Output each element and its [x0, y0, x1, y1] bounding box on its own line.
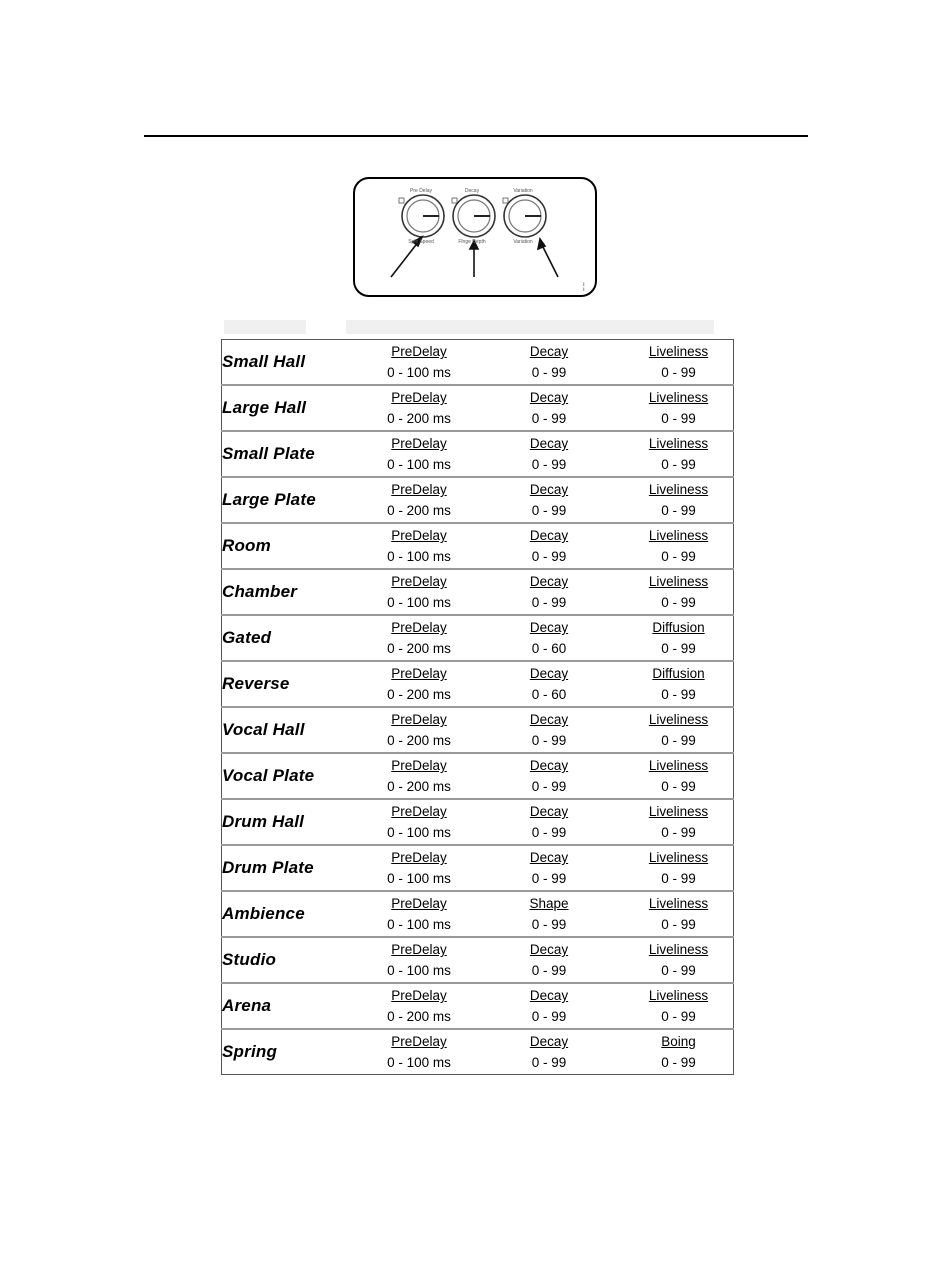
table-row — [222, 477, 734, 523]
parameter-cell — [624, 523, 734, 569]
parameter-range: 0 - 99 — [661, 457, 696, 472]
parameter-cell — [624, 753, 734, 799]
parameter-range: 0 - 99 — [661, 871, 696, 886]
parameter-range: 0 - 99 — [531, 1009, 567, 1024]
parameter-name: PreDelay — [391, 528, 447, 543]
algorithm-name: Large Hall — [222, 385, 365, 431]
parameter-name: Decay — [529, 436, 569, 451]
knob-bottom-label: Flnge Depth — [458, 239, 486, 245]
algorithm-name: Spring — [222, 1029, 365, 1075]
parameter-cell — [624, 431, 734, 477]
parameter-cell — [624, 661, 734, 707]
parameter-range: 0 - 100 ms — [387, 549, 451, 564]
parameter-cell — [624, 477, 734, 523]
table-row — [222, 431, 734, 477]
table-row — [222, 661, 734, 707]
parameter-cell — [624, 1029, 734, 1075]
parameter-cell — [624, 799, 734, 845]
parameter-name: PreDelay — [391, 620, 447, 635]
parameter-range: 0 - 99 — [661, 779, 696, 794]
parameter-range: 0 - 99 — [531, 1055, 567, 1070]
parameter-name: PreDelay — [391, 390, 447, 405]
knob-bottom-label: Split Speed — [408, 239, 434, 245]
parameter-range: 0 - 99 — [661, 1055, 696, 1070]
parameter-cell — [364, 569, 474, 615]
parameter-range: 0 - 100 ms — [387, 1055, 451, 1070]
parameter-name: Liveliness — [648, 436, 709, 451]
table-row — [222, 1029, 734, 1075]
parameter-range: 0 - 99 — [531, 457, 567, 472]
algorithm-name: Drum Hall — [222, 799, 365, 845]
parameter-range: 0 - 99 — [531, 549, 567, 564]
parameter-cell — [364, 1029, 474, 1075]
parameter-range: 0 - 99 — [531, 733, 567, 748]
parameter-cell — [474, 707, 624, 753]
table-row — [222, 937, 734, 983]
parameter-range: 0 - 100 ms — [387, 457, 451, 472]
parameter-name: Decay — [529, 482, 569, 497]
parameter-range: 0 - 100 ms — [387, 595, 451, 610]
parameter-range: 0 - 99 — [531, 917, 567, 932]
parameter-name: PreDelay — [391, 436, 447, 451]
algorithm-name: Room — [222, 523, 365, 569]
algorithm-name: Reverse — [222, 661, 365, 707]
parameter-range: 0 - 100 ms — [387, 917, 451, 932]
parameter-name: PreDelay — [391, 896, 447, 911]
parameter-range: 0 - 99 — [661, 595, 696, 610]
parameter-cell — [474, 340, 624, 386]
parameter-range: 0 - 99 — [661, 687, 696, 702]
parameter-range: 0 - 99 — [661, 917, 696, 932]
parameter-cell — [474, 937, 624, 983]
arrow-icon — [470, 241, 478, 277]
table-row — [222, 891, 734, 937]
parameter-cell — [364, 385, 474, 431]
parameter-cell — [474, 569, 624, 615]
parameter-name: Liveliness — [648, 712, 709, 727]
parameter-range: 0 - 100 ms — [387, 365, 451, 380]
parameter-cell — [364, 937, 474, 983]
parameter-cell — [474, 891, 624, 937]
parameter-name: Liveliness — [648, 942, 709, 957]
knob-top-label: Decay — [464, 188, 480, 194]
parameter-name: Diffusion — [652, 620, 705, 635]
parameter-cell — [364, 523, 474, 569]
parameter-name: Decay — [529, 528, 569, 543]
parameter-range: 0 - 200 ms — [387, 733, 451, 748]
knob-icon — [399, 195, 444, 237]
parameter-name: PreDelay — [391, 712, 447, 727]
parameter-cell — [474, 753, 624, 799]
parameter-cell — [624, 845, 734, 891]
parameter-range: 0 - 99 — [661, 733, 696, 748]
parameter-name: Decay — [529, 1034, 569, 1049]
parameter-cell — [474, 523, 624, 569]
parameter-range: 0 - 99 — [661, 411, 696, 426]
parameter-cell — [474, 1029, 624, 1075]
parameter-cell — [624, 340, 734, 386]
parameter-name: Liveliness — [648, 988, 709, 1003]
knob-bottom-label: Variation — [513, 239, 533, 245]
parameter-range: 0 - 100 ms — [387, 825, 451, 840]
parameter-range: 0 - 99 — [531, 411, 567, 426]
parameter-name: Boing — [661, 1034, 696, 1049]
parameter-range: 0 - 200 ms — [387, 1009, 451, 1024]
parameter-name: Decay — [529, 942, 569, 957]
parameter-range: 0 - 99 — [531, 963, 567, 978]
arrow-icon — [538, 239, 558, 277]
parameter-name: Decay — [529, 390, 569, 405]
top-horizontal-rule — [144, 135, 808, 137]
parameter-cell — [364, 340, 474, 386]
parameter-range: 0 - 100 ms — [387, 963, 451, 978]
parameter-cell — [474, 477, 624, 523]
parameter-cell — [624, 615, 734, 661]
parameter-name: PreDelay — [391, 804, 447, 819]
parameter-cell — [624, 385, 734, 431]
parameter-cell — [364, 845, 474, 891]
parameter-name: Decay — [529, 712, 569, 727]
table-row — [222, 845, 734, 891]
parameter-cell — [474, 661, 624, 707]
parameter-cell — [364, 753, 474, 799]
table-row — [222, 983, 734, 1029]
header-shade — [346, 320, 714, 334]
algorithm-name: Small Hall — [222, 340, 365, 386]
table-row — [222, 799, 734, 845]
parameter-name: PreDelay — [391, 666, 447, 681]
parameter-cell — [364, 891, 474, 937]
knob-icon — [452, 195, 495, 237]
parameter-range: 0 - 200 ms — [387, 411, 451, 426]
parameter-cell — [624, 569, 734, 615]
parameter-cell — [474, 385, 624, 431]
parameter-cell — [474, 845, 624, 891]
parameter-cell — [624, 983, 734, 1029]
knob-top-label: Variation — [513, 188, 533, 194]
parameter-range: 0 - 200 ms — [387, 687, 451, 702]
parameter-name: PreDelay — [391, 574, 447, 589]
parameter-range: 0 - 200 ms — [387, 503, 451, 518]
parameter-range: 0 - 99 — [531, 825, 567, 840]
parameter-range: 0 - 99 — [661, 825, 696, 840]
parameter-name: PreDelay — [391, 344, 447, 359]
algorithm-name: Chamber — [222, 569, 365, 615]
parameter-cell — [474, 983, 624, 1029]
parameter-name: PreDelay — [391, 988, 447, 1003]
parameter-name: Decay — [529, 666, 569, 681]
table-row — [222, 707, 734, 753]
parameter-range: 0 - 200 ms — [387, 641, 451, 656]
parameter-cell — [364, 983, 474, 1029]
algorithm-name: Studio — [222, 937, 365, 983]
parameter-range: 0 - 99 — [531, 779, 567, 794]
algorithm-name: Ambience — [222, 891, 365, 937]
algorithm-name: Vocal Plate — [222, 753, 365, 799]
parameter-name: PreDelay — [391, 1034, 447, 1049]
parameter-cell — [474, 615, 624, 661]
parameter-name: Decay — [529, 804, 569, 819]
parameter-range: 0 - 200 ms — [387, 779, 451, 794]
parameter-range: 0 - 99 — [531, 503, 567, 518]
parameter-name: PreDelay — [391, 482, 447, 497]
algorithm-name: Arena — [222, 983, 365, 1029]
parameter-name: Liveliness — [648, 758, 709, 773]
algorithm-name: Drum Plate — [222, 845, 365, 891]
parameter-name: Decay — [529, 574, 569, 589]
parameter-cell — [624, 891, 734, 937]
parameter-range: 0 - 99 — [661, 963, 696, 978]
knob-panel-diagram — [353, 177, 597, 297]
parameter-name: Liveliness — [648, 896, 709, 911]
table-row — [222, 615, 734, 661]
parameter-cell — [474, 799, 624, 845]
parameter-name: Liveliness — [648, 804, 709, 819]
table-row — [222, 569, 734, 615]
table-body — [222, 340, 734, 1075]
parameter-cell — [364, 615, 474, 661]
table-row — [222, 340, 734, 386]
panel-tick-mark: ¦ — [582, 281, 585, 291]
parameter-name: Shape — [529, 896, 569, 911]
parameter-name: PreDelay — [391, 758, 447, 773]
parameter-cell — [364, 661, 474, 707]
parameter-name: Liveliness — [648, 482, 709, 497]
table-row — [222, 523, 734, 569]
parameter-range: 0 - 99 — [661, 641, 696, 656]
parameter-name: Decay — [529, 758, 569, 773]
parameter-range: 0 - 99 — [661, 365, 696, 380]
parameter-cell — [364, 707, 474, 753]
algorithm-name: Gated — [222, 615, 365, 661]
parameter-cell — [364, 431, 474, 477]
knob-top-label: Pre Delay — [410, 188, 432, 194]
parameter-name: Liveliness — [648, 528, 709, 543]
table-row — [222, 385, 734, 431]
reverb-algorithm-table — [221, 339, 734, 1075]
parameter-cell — [624, 937, 734, 983]
algorithm-name: Vocal Hall — [222, 707, 365, 753]
parameter-name: Liveliness — [648, 344, 709, 359]
parameter-range: 0 - 99 — [531, 871, 567, 886]
parameter-name: Decay — [529, 988, 569, 1003]
parameter-cell — [364, 799, 474, 845]
algorithm-name: Small Plate — [222, 431, 365, 477]
parameter-range: 0 - 99 — [531, 365, 567, 380]
algorithm-name: Large Plate — [222, 477, 365, 523]
header-shade — [224, 320, 306, 334]
parameter-name: Liveliness — [648, 390, 709, 405]
parameter-name: Decay — [529, 344, 569, 359]
parameter-range: 0 - 60 — [531, 687, 567, 702]
parameter-name: Liveliness — [648, 850, 709, 865]
parameter-cell — [364, 477, 474, 523]
parameter-range: 0 - 99 — [531, 595, 567, 610]
parameter-range: 0 - 100 ms — [387, 871, 451, 886]
parameter-range: 0 - 99 — [661, 549, 696, 564]
parameter-name: PreDelay — [391, 942, 447, 957]
parameter-name: Liveliness — [648, 574, 709, 589]
parameter-name: Decay — [529, 850, 569, 865]
parameter-name: Diffusion — [652, 666, 705, 681]
parameter-cell — [624, 707, 734, 753]
parameter-range: 0 - 99 — [661, 1009, 696, 1024]
parameter-range: 0 - 99 — [661, 503, 696, 518]
knob-icon — [503, 195, 546, 237]
parameter-range: 0 - 60 — [531, 641, 567, 656]
parameter-name: PreDelay — [391, 850, 447, 865]
parameter-cell — [474, 431, 624, 477]
table-row — [222, 753, 734, 799]
parameter-name: Decay — [529, 620, 569, 635]
